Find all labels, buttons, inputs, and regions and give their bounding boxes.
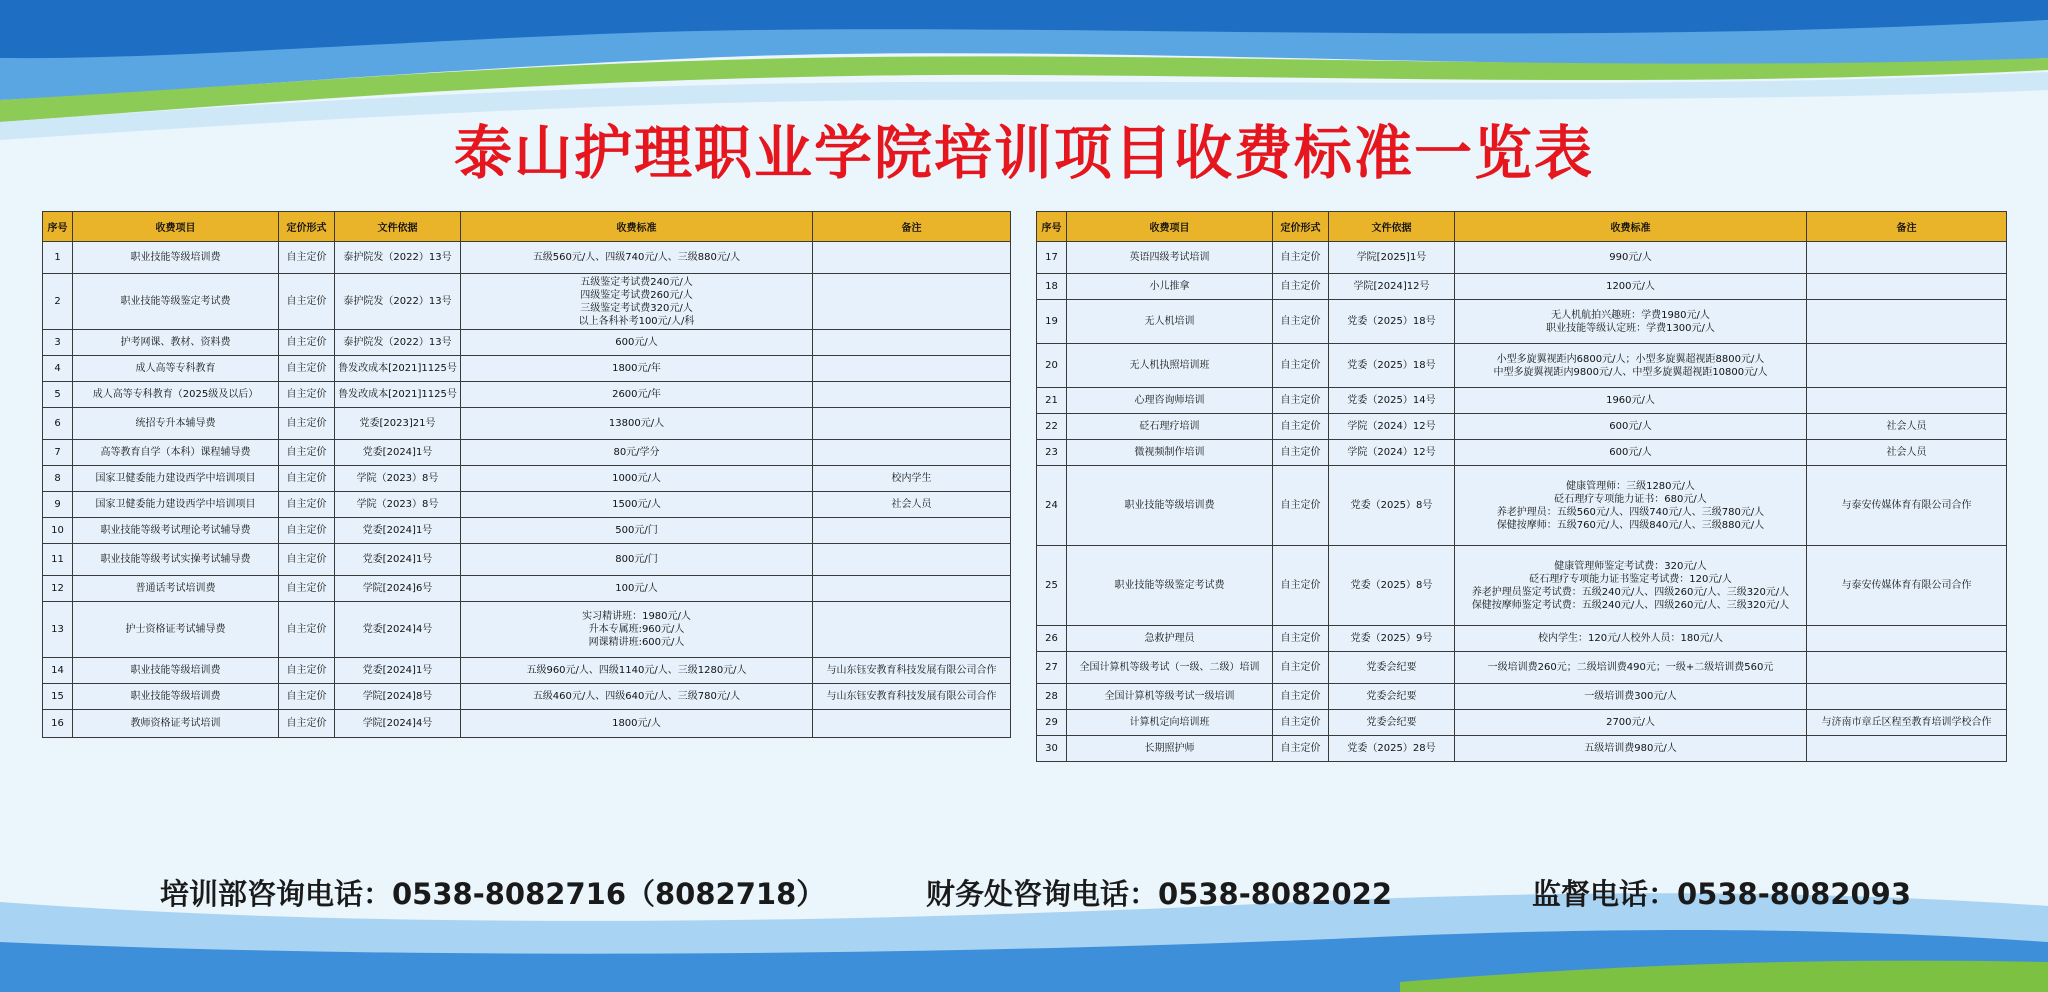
fee-line: 以上各科补考100元/人/科 — [578, 315, 695, 327]
cell-no: 20 — [1037, 344, 1067, 388]
table-header-row — [1037, 212, 2007, 242]
cell-no: 30 — [1037, 736, 1067, 762]
cell-item: 职业技能等级考试实操考试辅导费 — [73, 544, 279, 576]
cell-pricing: 自主定价 — [1273, 546, 1329, 626]
cell-fee — [1455, 684, 1807, 710]
cell-fee — [1455, 626, 1807, 652]
cell-item: 全国计算机等级考试（一级、二级）培训 — [1067, 652, 1273, 684]
cell-item: 砭石理疗培训 — [1067, 414, 1273, 440]
cell-item: 职业技能等级培训费 — [73, 242, 279, 274]
fee-line: 1800元/年 — [612, 363, 661, 374]
cell-note — [1807, 300, 2007, 344]
cell-fee — [1455, 652, 1807, 684]
table-row — [1037, 414, 2007, 440]
fee-line: 2700元/人 — [1606, 717, 1655, 728]
cell-no: 24 — [1037, 466, 1067, 546]
cell-pricing: 自主定价 — [1273, 466, 1329, 546]
cell-note — [813, 274, 1011, 330]
cell-basis: 鲁发改成本[2021]1125号 — [335, 356, 461, 382]
cell-note: 社会人员 — [813, 492, 1011, 518]
fee-line: 一级培训费260元；二级培训费490元；一级+二级培训费560元 — [1487, 662, 1774, 673]
fee-line: 1500元/人 — [612, 499, 661, 510]
cell-note — [813, 382, 1011, 408]
cell-item: 职业技能等级培训费 — [73, 658, 279, 684]
cell-basis: 学院[2024]8号 — [335, 684, 461, 710]
cell-no: 19 — [1037, 300, 1067, 344]
table-row — [1037, 274, 2007, 300]
table-row — [1037, 710, 2007, 736]
cell-pricing: 自主定价 — [279, 242, 335, 274]
cell-fee — [461, 710, 813, 738]
page-title: 泰山护理职业学院培训项目收费标准一览表 — [453, 119, 1594, 187]
cell-basis: 党委（2025）9号 — [1329, 626, 1455, 652]
table-row — [43, 330, 1011, 356]
cell-note: 与山东钰安教育科技发展有限公司合作 — [813, 658, 1011, 684]
cell-no: 12 — [43, 576, 73, 602]
cell-note — [1807, 626, 2007, 652]
cell-basis: 党委[2024]1号 — [335, 440, 461, 466]
cell-item: 职业技能等级培训费 — [1067, 466, 1273, 546]
cell-fee — [1455, 546, 1807, 626]
cell-basis: 党委会纪要 — [1329, 684, 1455, 710]
cell-item: 微视频制作培训 — [1067, 440, 1273, 466]
finance-phone: 财务处咨询电话：0538-8082022 — [926, 877, 1392, 911]
table-row — [1037, 684, 2007, 710]
cell-fee — [1455, 440, 1807, 466]
table-row — [1037, 388, 2007, 414]
cell-fee — [1455, 242, 1807, 274]
cell-pricing: 自主定价 — [279, 576, 335, 602]
table-row — [1037, 626, 2007, 652]
cell-fee — [461, 274, 813, 330]
table-row — [43, 242, 1011, 274]
fee-line: 健康管理师：三级1280元/人 — [1566, 480, 1695, 492]
cell-no: 13 — [43, 602, 73, 658]
fee-line: 600元/人 — [1609, 421, 1652, 432]
cell-fee — [1455, 710, 1807, 736]
cell-pricing: 自主定价 — [279, 274, 335, 330]
cell-no: 1 — [43, 242, 73, 274]
cell-fee — [461, 602, 813, 658]
header-item: 收费项目 — [73, 212, 279, 242]
cell-no: 14 — [43, 658, 73, 684]
cell-no: 9 — [43, 492, 73, 518]
header-item: 收费项目 — [1067, 212, 1273, 242]
fee-line: 80元/学分 — [613, 447, 660, 458]
fee-line: 1000元/人 — [612, 473, 661, 484]
cell-item: 护士资格证考试辅导费 — [73, 602, 279, 658]
cell-no: 25 — [1037, 546, 1067, 626]
cell-pricing: 自主定价 — [279, 356, 335, 382]
cell-basis: 学院（2023）8号 — [335, 466, 461, 492]
table-row — [1037, 546, 2007, 626]
cell-fee — [461, 544, 813, 576]
cell-pricing: 自主定价 — [279, 382, 335, 408]
fee-line: 1200元/人 — [1606, 281, 1655, 292]
cell-item: 成人高等专科教育 — [73, 356, 279, 382]
cell-basis: 党委[2024]1号 — [335, 518, 461, 544]
cell-no: 4 — [43, 356, 73, 382]
cell-no: 29 — [1037, 710, 1067, 736]
cell-fee — [461, 242, 813, 274]
cell-basis: 学院[2024]4号 — [335, 710, 461, 738]
table-row — [1037, 440, 2007, 466]
cell-no: 10 — [43, 518, 73, 544]
cell-no: 23 — [1037, 440, 1067, 466]
fee-line: 四级鉴定考试费260元/人 — [580, 289, 693, 301]
cell-no: 28 — [1037, 684, 1067, 710]
cell-item: 小儿推拿 — [1067, 274, 1273, 300]
cell-basis: 鲁发改成本[2021]1125号 — [335, 382, 461, 408]
cell-basis: 党委（2025）18号 — [1329, 300, 1455, 344]
cell-basis: 党委[2023]21号 — [335, 408, 461, 440]
table-row — [43, 408, 1011, 440]
header-fee: 收费标准 — [461, 212, 813, 242]
cell-basis: 学院[2024]6号 — [335, 576, 461, 602]
cell-pricing: 自主定价 — [279, 710, 335, 738]
cell-fee — [461, 330, 813, 356]
cell-pricing: 自主定价 — [279, 440, 335, 466]
cell-pricing: 自主定价 — [279, 684, 335, 710]
fee-line: 职业技能等级认定班：学费1300元/人 — [1546, 322, 1715, 334]
table-row — [43, 576, 1011, 602]
header-basis: 文件依据 — [1329, 212, 1455, 242]
cell-fee — [461, 658, 813, 684]
fee-line: 网课精讲班:600元/人 — [588, 637, 685, 648]
cell-pricing: 自主定价 — [279, 330, 335, 356]
cell-fee — [461, 382, 813, 408]
cell-item: 职业技能等级考试理论考试辅导费 — [73, 518, 279, 544]
cell-basis: 党委[2024]4号 — [335, 602, 461, 658]
cell-pricing: 自主定价 — [1273, 736, 1329, 762]
fee-line: 990元/人 — [1609, 252, 1652, 263]
cell-fee — [1455, 300, 1807, 344]
cell-basis: 党委[2024]1号 — [335, 544, 461, 576]
cell-note — [1807, 242, 2007, 274]
cell-basis: 学院（2023）8号 — [335, 492, 461, 518]
cell-fee — [461, 518, 813, 544]
cell-item: 统招专升本辅导费 — [73, 408, 279, 440]
cell-item: 心理咨询师培训 — [1067, 388, 1273, 414]
cell-basis: 泰护院发（2022）13号 — [335, 274, 461, 330]
cell-note — [813, 408, 1011, 440]
fee-line: 保健按摩师：五级760元/人、四级840元/人、三级880元/人 — [1496, 519, 1765, 531]
cell-no: 22 — [1037, 414, 1067, 440]
fee-line: 中型多旋翼视距内9800元/人、中型多旋翼超视距10800元/人 — [1493, 366, 1768, 378]
cell-pricing: 自主定价 — [279, 658, 335, 684]
cell-basis: 党委（2025）14号 — [1329, 388, 1455, 414]
cell-pricing: 自主定价 — [279, 544, 335, 576]
cell-fee — [1455, 414, 1807, 440]
cell-basis: 泰护院发（2022）13号 — [335, 330, 461, 356]
fee-line: 健康管理师鉴定考试费：320元/人 — [1554, 560, 1707, 572]
cell-no: 26 — [1037, 626, 1067, 652]
cell-fee — [461, 492, 813, 518]
cell-item: 成人高等专科教育（2025级及以后） — [73, 382, 279, 408]
table-row — [43, 602, 1011, 658]
fee-line: 100元/人 — [615, 583, 658, 594]
fee-line: 砭石理疗专项能力证书：680元/人 — [1554, 493, 1707, 505]
fee-line: 600元/人 — [1609, 447, 1652, 458]
cell-item: 无人机执照培训班 — [1067, 344, 1273, 388]
cell-note: 与山东钰安教育科技发展有限公司合作 — [813, 684, 1011, 710]
fee-line: 五级鉴定考试费240元/人 — [580, 276, 693, 288]
cell-item: 高等教育自学（本科）课程辅导费 — [73, 440, 279, 466]
cell-fee — [1455, 736, 1807, 762]
table-row — [43, 274, 1011, 330]
cell-no: 17 — [1037, 242, 1067, 274]
table-row — [43, 466, 1011, 492]
fee-line: 升本专属班:960元/人 — [588, 624, 685, 635]
fee-line: 五级培训费980元/人 — [1584, 743, 1677, 754]
cell-basis: 党委[2024]1号 — [335, 658, 461, 684]
cell-fee — [461, 466, 813, 492]
cell-no: 3 — [43, 330, 73, 356]
cell-note — [1807, 388, 2007, 414]
cell-note — [813, 518, 1011, 544]
fee-line: 1960元/人 — [1606, 395, 1655, 406]
cell-no: 11 — [43, 544, 73, 576]
cell-pricing: 自主定价 — [1273, 300, 1329, 344]
fee-line: 小型多旋翼视距内6800元/人；小型多旋翼超视距8800元/人 — [1496, 353, 1765, 365]
cell-note — [1807, 274, 2007, 300]
cell-note — [813, 576, 1011, 602]
cell-item: 教师资格证考试培训 — [73, 710, 279, 738]
cell-note — [813, 544, 1011, 576]
cell-note: 社会人员 — [1807, 440, 2007, 466]
table-row — [1037, 652, 2007, 684]
cell-note — [813, 710, 1011, 738]
cell-pricing: 自主定价 — [279, 602, 335, 658]
cell-note — [813, 242, 1011, 274]
header-no: 序号 — [43, 212, 73, 242]
cell-note — [1807, 344, 2007, 388]
cell-no: 15 — [43, 684, 73, 710]
fee-line: 一级培训费300元/人 — [1584, 691, 1677, 702]
cell-item: 无人机培训 — [1067, 300, 1273, 344]
cell-no: 18 — [1037, 274, 1067, 300]
cell-pricing: 自主定价 — [1273, 710, 1329, 736]
cell-fee — [1455, 388, 1807, 414]
header-pricing: 定价形式 — [1273, 212, 1329, 242]
header-pricing: 定价形式 — [279, 212, 335, 242]
table-row — [43, 710, 1011, 738]
cell-basis: 党委（2025）8号 — [1329, 466, 1455, 546]
cell-note — [813, 602, 1011, 658]
cell-no: 16 — [43, 710, 73, 738]
cell-note: 社会人员 — [1807, 414, 2007, 440]
cell-basis: 党委（2025）18号 — [1329, 344, 1455, 388]
cell-pricing: 自主定价 — [279, 492, 335, 518]
cell-item: 职业技能等级培训费 — [73, 684, 279, 710]
cell-note: 与泰安传媒体育有限公司合作 — [1807, 466, 2007, 546]
table-row — [1037, 300, 2007, 344]
table-header-row — [43, 212, 1011, 242]
cell-note — [1807, 736, 2007, 762]
table-row — [43, 492, 1011, 518]
fee-table-left — [42, 211, 1011, 738]
fee-table-right — [1036, 211, 2007, 762]
cell-item: 长期照护师 — [1067, 736, 1273, 762]
header-basis: 文件依据 — [335, 212, 461, 242]
fee-line: 保健按摩师鉴定考试费：五级240元/人、四级260元/人、三级320元/人 — [1471, 599, 1790, 611]
cell-basis: 学院（2024）12号 — [1329, 414, 1455, 440]
cell-basis: 党委（2025）28号 — [1329, 736, 1455, 762]
cell-pricing: 自主定价 — [1273, 388, 1329, 414]
table-row — [1037, 242, 2007, 274]
cell-no: 2 — [43, 274, 73, 330]
cell-pricing: 自主定价 — [279, 466, 335, 492]
cell-basis: 党委会纪要 — [1329, 710, 1455, 736]
cell-basis: 学院[2024]12号 — [1329, 274, 1455, 300]
fee-line: 五级460元/人、四级640元/人、三级780元/人 — [532, 691, 741, 702]
cell-note: 校内学生 — [813, 466, 1011, 492]
cell-pricing: 自主定价 — [1273, 684, 1329, 710]
header-fee: 收费标准 — [1455, 212, 1807, 242]
table-row — [1037, 736, 2007, 762]
supervision-phone: 监督电话：0538-8082093 — [1532, 877, 1911, 911]
table-row — [43, 684, 1011, 710]
cell-fee — [461, 356, 813, 382]
cell-fee — [461, 440, 813, 466]
cell-pricing: 自主定价 — [1273, 274, 1329, 300]
header-no: 序号 — [1037, 212, 1067, 242]
cell-fee — [461, 576, 813, 602]
cell-basis: 学院[2025]1号 — [1329, 242, 1455, 274]
fee-line: 800元/门 — [615, 554, 658, 565]
table-row — [43, 356, 1011, 382]
cell-pricing: 自主定价 — [1273, 414, 1329, 440]
header-note: 备注 — [1807, 212, 2007, 242]
cell-note: 与泰安传媒体育有限公司合作 — [1807, 546, 2007, 626]
fee-line: 校内学生：120元/人校外人员：180元/人 — [1538, 633, 1723, 644]
fee-line: 无人机航拍兴趣班：学费1980元/人 — [1551, 309, 1710, 321]
cell-note — [1807, 684, 2007, 710]
cell-basis: 党委（2025）8号 — [1329, 546, 1455, 626]
header-note: 备注 — [813, 212, 1011, 242]
fee-line: 600元/人 — [615, 337, 658, 348]
fee-line: 五级960元/人、四级1140元/人、三级1280元/人 — [526, 665, 747, 676]
cell-pricing: 自主定价 — [1273, 652, 1329, 684]
cell-item: 职业技能等级鉴定考试费 — [1067, 546, 1273, 626]
fee-line: 三级鉴定考试费320元/人 — [580, 302, 693, 314]
cell-fee — [1455, 344, 1807, 388]
cell-fee — [1455, 466, 1807, 546]
cell-note — [813, 440, 1011, 466]
cell-item: 急救护理员 — [1067, 626, 1273, 652]
cell-item: 国家卫健委能力建设西学中培训项目 — [73, 492, 279, 518]
cell-item: 计算机定向培训班 — [1067, 710, 1273, 736]
cell-pricing: 自主定价 — [279, 518, 335, 544]
table-row — [43, 518, 1011, 544]
cell-note — [813, 356, 1011, 382]
cell-item: 英语四级考试培训 — [1067, 242, 1273, 274]
cell-basis: 党委会纪要 — [1329, 652, 1455, 684]
cell-item: 护考网课、教材、资料费 — [73, 330, 279, 356]
fee-line: 2600元/年 — [612, 389, 661, 400]
cell-pricing: 自主定价 — [1273, 344, 1329, 388]
fee-line: 养老护理员鉴定考试费：五级240元/人、四级260元/人、三级320元/人 — [1471, 586, 1790, 598]
cell-item: 全国计算机等级考试一级培训 — [1067, 684, 1273, 710]
cell-no: 6 — [43, 408, 73, 440]
table-row — [43, 544, 1011, 576]
cell-note — [813, 330, 1011, 356]
fee-line: 1800元/人 — [612, 718, 661, 729]
cell-no: 27 — [1037, 652, 1067, 684]
training-phone: 培训部咨询电话：0538-8082716（8082718） — [160, 877, 826, 911]
table-row — [43, 440, 1011, 466]
fee-line: 五级560元/人、四级740元/人、三级880元/人 — [532, 252, 741, 263]
cell-note — [1807, 652, 2007, 684]
cell-pricing: 自主定价 — [279, 408, 335, 440]
fee-line: 砭石理疗专项能力证书鉴定考试费：120元/人 — [1529, 573, 1732, 585]
cell-item: 国家卫健委能力建设西学中培训项目 — [73, 466, 279, 492]
table-row — [1037, 344, 2007, 388]
fee-line: 500元/门 — [615, 525, 658, 536]
cell-pricing: 自主定价 — [1273, 626, 1329, 652]
cell-fee — [461, 408, 813, 440]
cell-no: 5 — [43, 382, 73, 408]
cell-fee — [461, 684, 813, 710]
cell-no: 21 — [1037, 388, 1067, 414]
table-row — [43, 658, 1011, 684]
cell-pricing: 自主定价 — [1273, 242, 1329, 274]
fee-line: 养老护理员：五级560元/人、四级740元/人、三级780元/人 — [1496, 506, 1765, 518]
fee-line: 13800元/人 — [608, 418, 665, 429]
cell-basis: 学院（2024）12号 — [1329, 440, 1455, 466]
cell-no: 8 — [43, 466, 73, 492]
table-row — [43, 382, 1011, 408]
cell-item: 普通话考试培训费 — [73, 576, 279, 602]
table-row — [1037, 466, 2007, 546]
cell-item: 职业技能等级鉴定考试费 — [73, 274, 279, 330]
fee-line: 实习精讲班：1980元/人 — [582, 611, 691, 622]
cell-fee — [1455, 274, 1807, 300]
cell-no: 7 — [43, 440, 73, 466]
cell-pricing: 自主定价 — [1273, 440, 1329, 466]
cell-basis: 泰护院发（2022）13号 — [335, 242, 461, 274]
cell-note: 与济南市章丘区程至教育培训学校合作 — [1807, 710, 2007, 736]
